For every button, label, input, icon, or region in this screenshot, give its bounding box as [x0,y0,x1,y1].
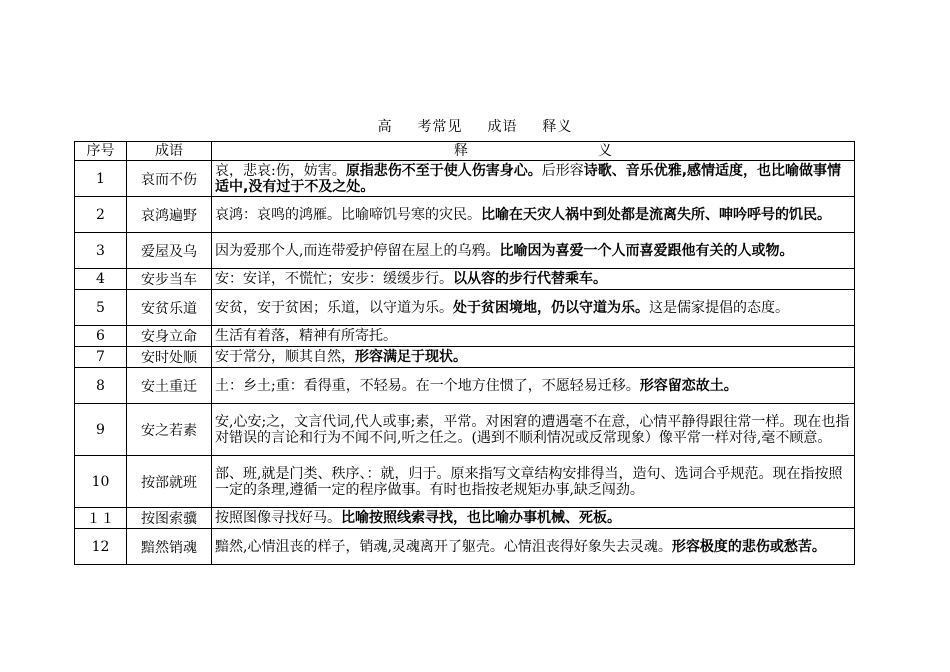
definition-text: 后形容 [541,162,584,179]
document-title [0,116,950,136]
header-definition-part: 释 [454,143,468,159]
table-row [75,233,855,269]
definition-emphasis: 处于贫困境地，仍以守道为乐。 [453,299,649,316]
header-number: 序号 [75,142,127,161]
definition-emphasis: 以从容的步行代替乘车。 [453,271,607,287]
definition-text: 按照图像寻找好马。 [215,510,341,526]
row-number: 7 [75,347,127,368]
definition-text: 黯然,心情沮丧的样子，销魂,灵魂离开了躯壳。心情沮丧得好象失去灵魂。 [215,538,672,555]
row-number: 8 [75,368,127,404]
table-row [75,347,855,368]
row-idiom: 安时处顺 [127,347,212,368]
table-row [75,326,855,347]
row-definition [212,508,855,529]
definition-text: 安于常分，顺其自然， [215,349,355,365]
row-idiom: 哀鸿遍野 [127,197,212,233]
row-definition [212,161,855,197]
idiom-table [74,141,855,565]
title-part: 释义 [542,119,573,135]
definition-emphasis: 原指悲伤不至于使人伤害身心。 [345,162,542,179]
table-row [75,161,855,197]
definition-text: 因为爱那个人,而连带爱护停留在屋上的乌鸦。 [215,242,500,259]
definition-text: 哀鸿：哀鸣的鸿雁。比喻啼饥号寒的灾民。 [215,206,481,223]
definition-emphasis: 比喻在天灾人祸中到处都是流离失所、呻吟呼号的饥民。 [481,206,831,223]
row-number: 5 [75,290,127,326]
definition-text: 生活有着落，精神有所寄托。 [215,328,397,344]
row-number: 2 [75,197,127,233]
row-idiom: 按图索骥 [127,508,212,529]
row-number: 10 [75,456,127,508]
definition-text: 土：乡土;重：看得重，不轻易。在一个地方住惯了，不愿轻易迁移。 [215,377,640,394]
row-idiom: 安之若素 [127,404,212,456]
header-definition-part: 义 [598,143,612,159]
row-definition [212,197,855,233]
table-row [75,456,855,508]
row-idiom: 安身立命 [127,326,212,347]
table-row [75,269,855,290]
definition-emphasis: 比喻因为喜爱一个人而喜爱跟他有关的人或物。 [499,242,794,259]
row-definition [212,233,855,269]
row-number: 6 [75,326,127,347]
table-row [75,508,855,529]
definition-emphasis: 形容极度的悲伤或愁苦。 [671,538,826,555]
row-idiom: 爱屋及乌 [127,233,212,269]
definition-text: 部、班,就是门类、秩序、：就，归于。原来指写文章结构安排得当，造句、选词合乎规范。现在指按照一定的条理,遵循一定的程序做事。有时也指按老规矩办事,缺乏闯劲。 [215,465,843,498]
row-number: 3 [75,233,127,269]
row-definition [212,368,855,404]
row-idiom: 黯然销魂 [127,529,212,565]
row-definition [212,529,855,565]
definition-text: 安,心安;之，文言代词,代人或事;素，平常。对困窘的遭遇毫不在意，心情平静得跟往常一样。现在也指对错误的言论和行为不闻不问,听之任之。(遇到不顺利情况或反常现象）像平常一样对待,毫不顾意。 [215,413,850,446]
table-row [75,197,855,233]
row-number: 9 [75,404,127,456]
definition-text: 哀，悲哀:伤，妨害。 [215,162,346,179]
definition-text: 安：安详，不慌忙；安步：缓缓步行。 [215,271,453,287]
definition-emphasis: 诗歌、音乐优雅,感情适度，也比喻做事情适中,没有过于不及之处。 [215,162,842,195]
row-definition [212,269,855,290]
row-definition [212,347,855,368]
table-row [75,529,855,565]
header-definition [212,142,855,161]
definition-emphasis: 比喻按照线索寻找，也比喻办事机械、死板。 [341,510,621,526]
title-part: 成语 [487,119,518,135]
definition-text: 这是儒家提倡的态度。 [649,299,789,316]
row-idiom: 按部就班 [127,456,212,508]
table-row [75,368,855,404]
row-idiom: 安土重迁 [127,368,212,404]
table-row [75,290,855,326]
table-header-row [75,142,855,161]
row-definition [212,290,855,326]
row-idiom: 哀而不伤 [127,161,212,197]
definition-emphasis: 形容留恋故土。 [639,377,738,394]
row-number: 4 [75,269,127,290]
title-part: 高 [377,119,393,135]
row-definition [212,456,855,508]
row-definition [212,326,855,347]
row-idiom: 安贫乐道 [127,290,212,326]
row-idiom: 安步当车 [127,269,212,290]
row-number: 12 [75,529,127,565]
row-definition [212,404,855,456]
row-number: 1 [75,161,127,197]
header-idiom: 成语 [127,142,212,161]
definition-emphasis: 形容满足于现状。 [355,349,467,365]
definition-text: 安贫，安于贫困；乐道，以守道为乐。 [215,299,453,316]
table-row [75,404,855,456]
title-part: 考常见 [417,119,463,135]
row-number: １１ [75,508,127,529]
